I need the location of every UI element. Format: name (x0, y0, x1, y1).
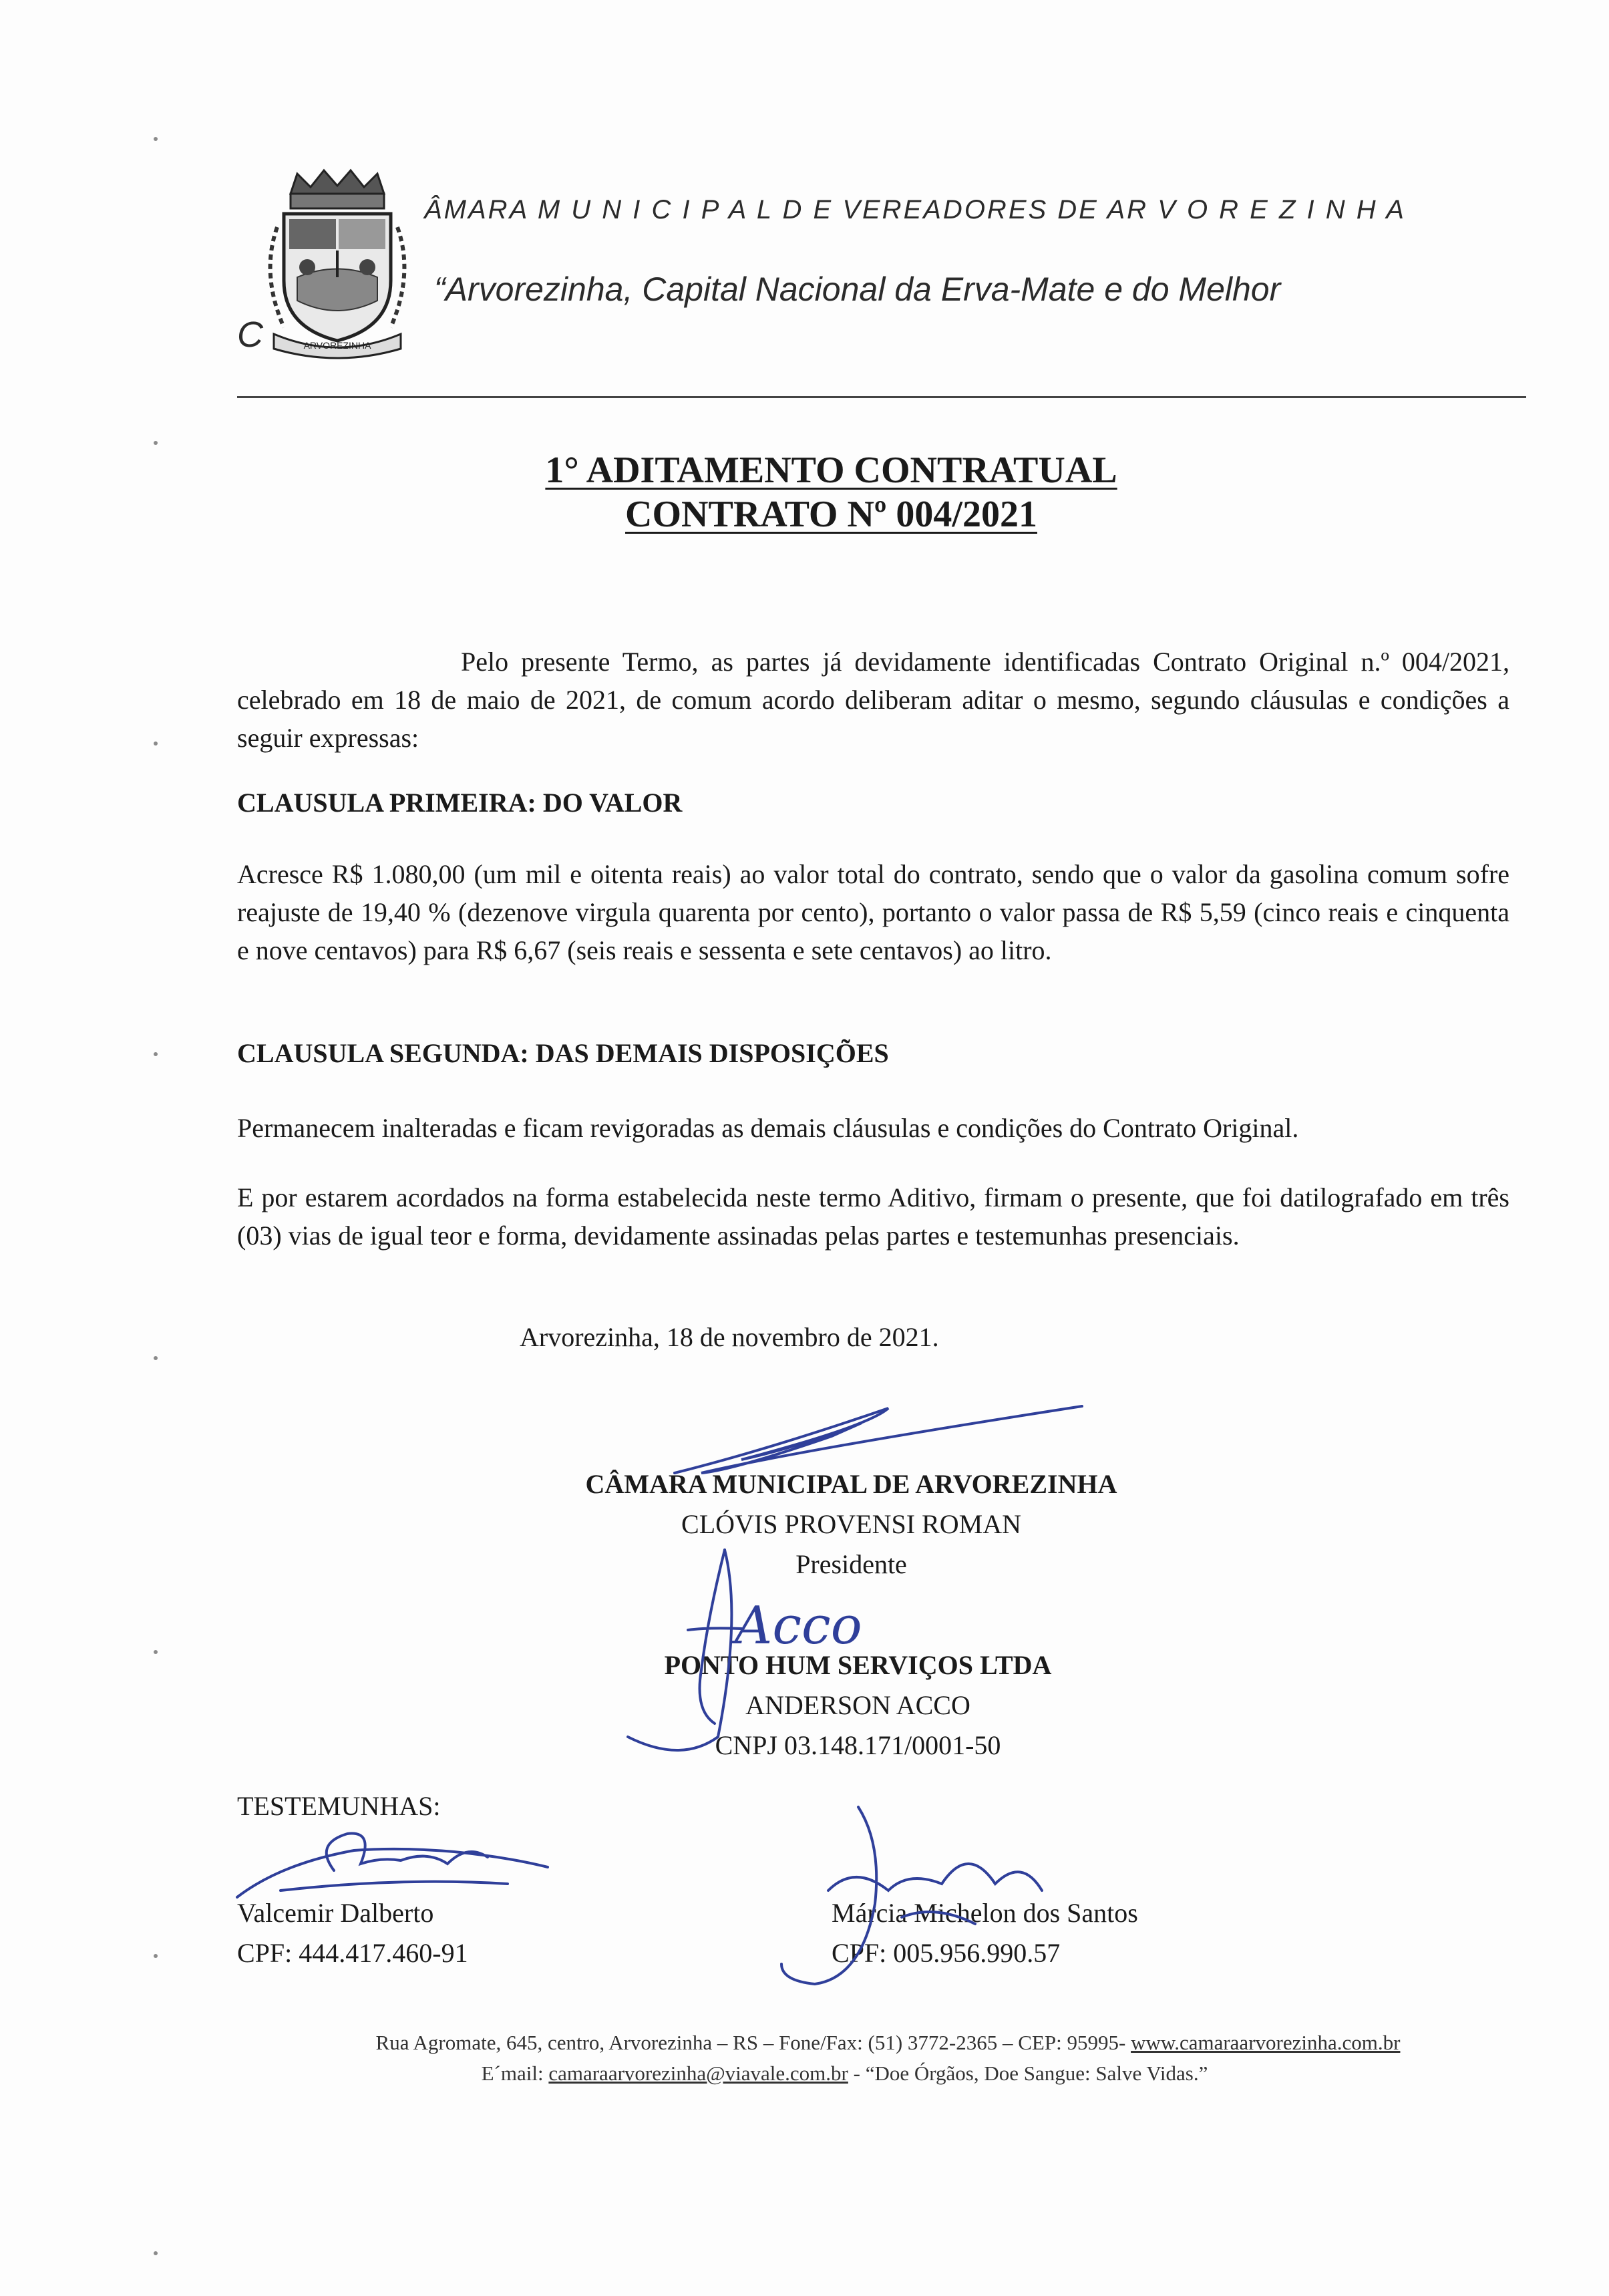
witnesses-label: TESTEMUNHAS: (237, 1791, 441, 1821)
intro-paragraph: Pelo presente Termo, as partes já devidamente identificadas Contrato Original n.º 004/2021, celebrado em 18 de maio de 2021, de comum acordo deliberam aditar o mesmo, segundo cláusulas e condições a seguir expressas: (237, 647, 1509, 753)
scan-speck (154, 1954, 158, 1958)
header-divider (237, 396, 1526, 398)
clause2-heading: CLAUSULA SEGUNDA: DAS DEMAIS DISPOSIÇÕES (237, 1038, 889, 1068)
witness-2 (832, 1893, 1138, 1973)
footer-motto: - “Doe Órgãos, Doe Sangue: Salve Vidas.” (853, 2062, 1208, 2085)
contractor-name: CLÓVIS PROVENSI ROMAN (681, 1509, 1021, 1539)
contracted-entity: PONTO HUM SERVIÇOS LTDA (664, 1650, 1052, 1680)
contractor-role: Presidente (795, 1549, 907, 1579)
contractor-entity: CÂMARA MUNICIPAL DE ARVOREZINHA (585, 1469, 1117, 1499)
witness-2-cpf: CPF: 005.956.990.57 (832, 1938, 1061, 1968)
scan-speck (154, 137, 158, 141)
president-signature (675, 1406, 1082, 1473)
clause1-heading: CLAUSULA PRIMEIRA: DO VALOR (237, 788, 683, 818)
scan-speck (154, 742, 158, 746)
footer-email-label: E´mail: (481, 2062, 544, 2085)
footer-email-link[interactable]: camaraarvorezinha@viavale.com.br (548, 2062, 848, 2085)
witness-1-signature (237, 1834, 548, 1897)
place-and-date: Arvorezinha, 18 de novembro de 2021. (520, 1322, 939, 1352)
footer (0, 2027, 1609, 2089)
contractor-signature-block (47, 1464, 1609, 1585)
contracted-cnpj: CNPJ 03.148.171/0001-50 (715, 1730, 1001, 1760)
contracted-signature-block (53, 1645, 1609, 1766)
contract-number-title: CONTRATO Nº 004/2021 (625, 494, 1037, 535)
scan-speck (154, 2251, 158, 2255)
footer-website-link[interactable]: www.camaraarvorezinha.com.br (1131, 2031, 1401, 2054)
municipal-crest-logo (257, 167, 417, 361)
closing-paragraph: E por estarem acordados na forma estabelecida neste termo Aditivo, firmam o presente, que foi datilografado em três (03) vias de igual teor e forma, devidamente assinadas pelas partes e testemunhas presenciais. (237, 1182, 1509, 1251)
header-stray-letter: C (237, 315, 263, 355)
scan-speck (154, 1052, 158, 1056)
scan-speck (154, 1356, 158, 1360)
scan-speck (154, 1650, 158, 1654)
scan-speck (154, 441, 158, 445)
witness-1-name: Valcemir Dalberto (237, 1898, 434, 1928)
chamber-name-header: ÂMARA M U N I C I P A L D E VEREADORES DE AR V O R E Z I N H A (424, 195, 1406, 224)
clause1-paragraph: Acresce R$ 1.080,00 (um mil e oitenta reais) ao valor total do contrato, sendo que o valor da gasolina comum sofre reajuste de 19,40 % (dezenove virgula quarenta por cento), portanto o valor passa de R$ 5,59 (cinco reais e cinquenta e nove centavos) para R$ 6,67 (seis reais e sessenta e sete centavos) ao litro. (237, 859, 1509, 965)
contracted-name: ANDERSON ACCO (745, 1690, 970, 1720)
contracted-signature-text: Acco (735, 1596, 862, 1656)
document-title: 1° ADITAMENTO CONTRATUAL (545, 450, 1117, 491)
clause2-paragraph: Permanecem inalteradas e ficam revigoradas as demais cláusulas e condições do Contrato Original. (237, 1113, 1299, 1143)
witness-2-name: Márcia Michelon dos Santos (832, 1898, 1138, 1928)
footer-address: Rua Agromate, 645, centro, Arvorezinha – RS – Fone/Fax: (51) 3772-2365 – CEP: 95995- (375, 2031, 1126, 2054)
city-slogan: “Arvorezinha, Capital Nacional da Erva-Mate e do Melhor (434, 271, 1281, 308)
crest-ribbon-text: ARVOREZINHA (303, 340, 371, 351)
witness-1 (237, 1893, 468, 1973)
witness-1-cpf: CPF: 444.417.460-91 (237, 1938, 468, 1968)
